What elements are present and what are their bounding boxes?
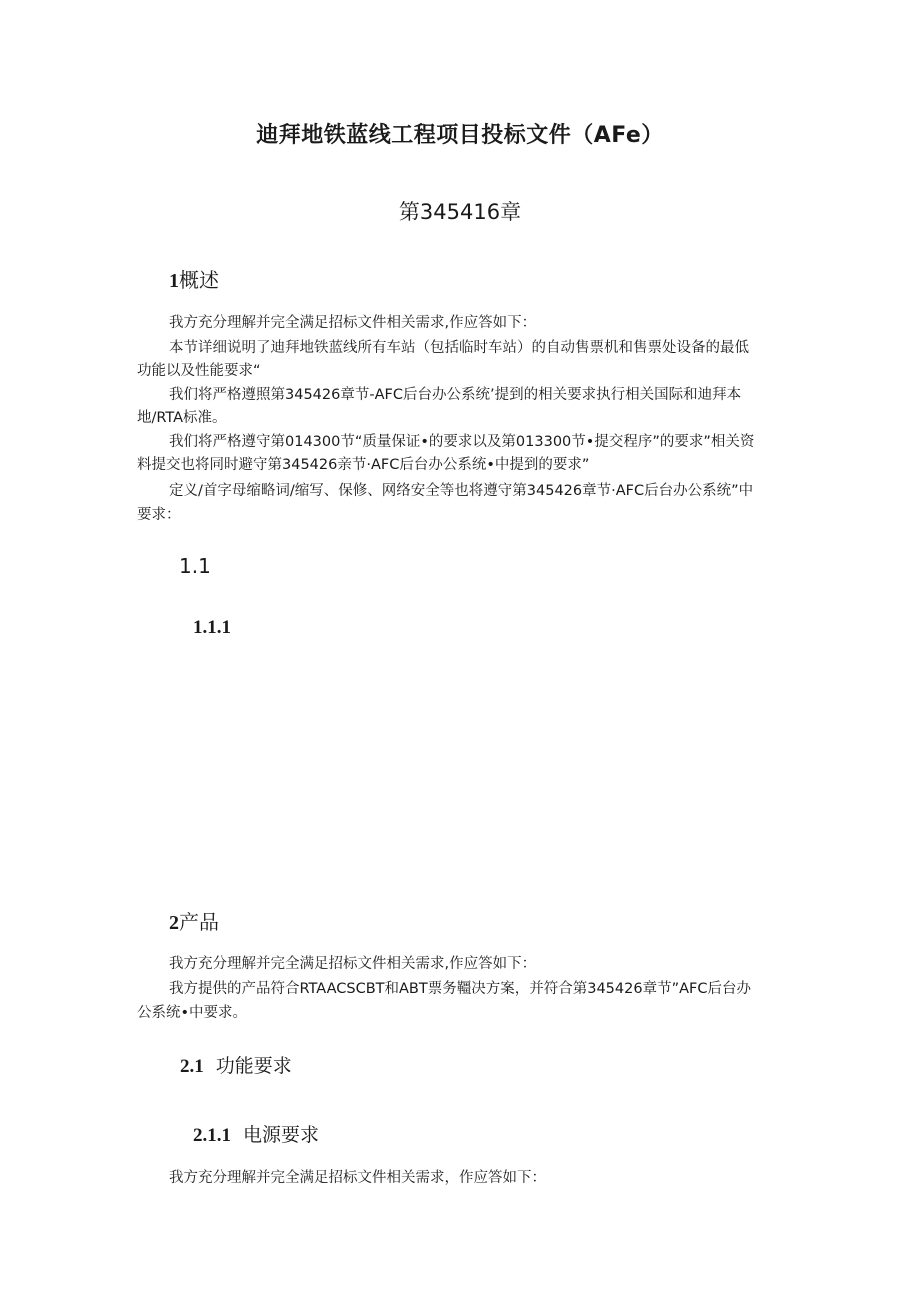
section-2-heading: [169, 906, 219, 935]
section-2-paragraph-3: 我方充分理解并完全满足招标文件相关需求，作应答如下：: [169, 1170, 546, 1186]
subsection-1-1-1-heading: 1.1.1: [193, 617, 231, 638]
section-1-paragraph-4-line-1: 我们将严格遵守第014300节“质量保证•的要求以及第013300节•提交程序”的要求”相关资: [169, 434, 755, 450]
section-2-paragraph-1: 我方充分理解并完全满足招标文件相关需求,作应答如下：: [169, 956, 537, 972]
section-1-paragraph-3-line-1: 我们将严格遵照第345426章节-AFC后台办公系统’提到的相关要求执行相关国际和迪拜本: [169, 387, 742, 403]
section-2-paragraph-2-line-2: 公系统•中要求。: [137, 1005, 248, 1021]
subsection-2-1-title: 功能要求: [215, 1055, 292, 1077]
section-1-paragraph-1: 我方充分理解并完全满足招标文件相关需求,作应答如下：: [169, 315, 537, 331]
subsection-1-1-heading: 1.1: [179, 554, 211, 578]
subsection-2-1-1-heading: [193, 1120, 319, 1147]
subsection-2-1-1-title: 电源要求: [243, 1124, 320, 1146]
section-1-heading: [169, 264, 219, 293]
section-2-number: 2: [169, 912, 179, 934]
section-1-paragraph-5-line-2: 要求：: [137, 507, 181, 523]
chapter-heading: 第345416章: [398, 200, 522, 224]
section-1-paragraph-5-line-1: 定义/首字母缩略词/缩写、保修、网络安全等也将遵守第345426章节·AFC后台办公系统”中: [169, 483, 754, 499]
section-1-paragraph-2-line-1: 本节详细说明了迪拜地铁蓝线所有车站（包括临时车站）的自动售票机和售票处设备的最低: [169, 340, 749, 356]
section-1-paragraph-4-line-2: 料提交也将同时避守第345426亲节·AFC后台办公系统•中提到的要求”: [137, 457, 590, 473]
section-1-title: 概述: [179, 268, 219, 292]
section-1-number: 1: [169, 270, 179, 292]
section-1-paragraph-2-line-2: 功能以及性能要求“: [137, 363, 261, 379]
subsection-2-1-number: 2.1: [180, 1056, 204, 1077]
section-2-title: 产品: [179, 910, 219, 934]
section-2-paragraph-2-line-1: 我方提供的产品符合RTAACSCBT和ABT票务韁决方案，并符合第345426章节”AFC后台办: [169, 981, 751, 997]
document-title: 迪拜地铁蓝线工程项目投标文件（AFe）: [256, 123, 664, 148]
subsection-2-1-heading: [180, 1051, 292, 1078]
subsection-2-1-1-number: 2.1.1: [193, 1125, 231, 1146]
section-1-paragraph-3-line-2: 地/RTA标准。: [137, 410, 227, 426]
